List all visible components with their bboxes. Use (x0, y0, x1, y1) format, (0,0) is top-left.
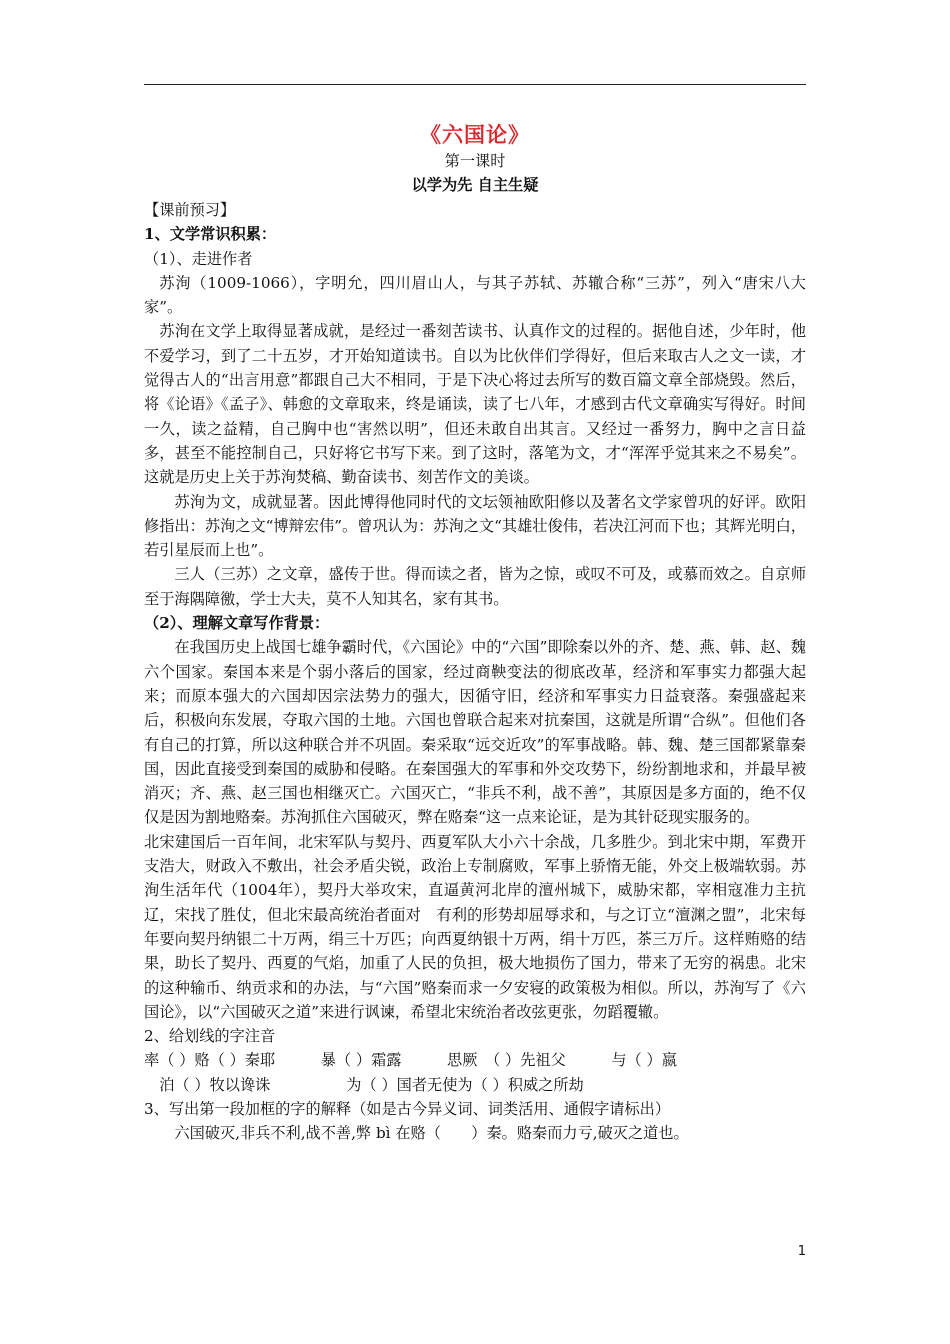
author-paragraph-3: 苏洵为文，成就显著。因此博得他同时代的文坛领袖欧阳修以及著名文学家曾巩的好评。欧阳修指出：苏洵之文“博辩宏伟”。曾巩认为：苏洵之文“其雄壮俊伟，若决江河而下也；其辉光明白，若引星辰而上也”。 (144, 492, 806, 560)
background-paragraph-1: 在我国历史上战国七雄争霸时代，《六国论》中的“六国”即除秦以外的齐、楚、燕、韩、赵、魏六个国家。秦国本来是个弱小落后的国家，经过商鞅变法的彻底改革，经济和军事实力都强大起来；而原本强大的六国却因宗法势力的强大，因循守旧，经济和军事实力日益衰落。秦强盛起来后，积极向东发展，夺取六国的土地。六国也曾联合起来对抗秦国，这就是所谓“合纵”。但他们各有自己的打算，所以这种联合并不巩固。秦采取“远交近攻”的军事战略。韩、魏、楚三国都紧靠秦国，因此直接受到秦国的威胁和侵略。在秦国强大的军事和外交攻势下，纷纷割地求和，并最早被消灭；齐、燕、赵三国也相继灭亡。六国灭亡，“非兵不利，战不善”，其原因是多方面的，绝不仅仅是因为割地赂秦。苏洵抓住六国破灭，弊在赂秦“这一点来论证，是为其针砭现实服务的。 (144, 638, 806, 827)
author-paragraph-4: 三人（三苏）之文章，盛传于世。得而读之者，皆为之惊，或叹不可及，或慕而效之。自京师至于海隅障徼，学士大夫，莫不人知其名，家有其书。 (144, 565, 806, 608)
sentence-part-a: 六国破灭,非兵不利,战不善,弊 bì 在赂（ (174, 1124, 441, 1143)
answer-blank[interactable] (441, 1124, 471, 1142)
motto: 以学为先 自主生疑 (411, 176, 539, 194)
page-number: 1 (797, 1244, 806, 1259)
document-page (144, 120, 806, 1146)
sentence-part-b: ）秦。赂秦而力亏,破灭之道也。 (471, 1124, 689, 1143)
header-rule (144, 84, 806, 85)
section-1-1-heading: （1）、走进作者 (144, 249, 253, 268)
lesson-label: 第一课时 (444, 152, 506, 170)
author-paragraph-1: 苏洵（1009-1066），字明允，四川眉山人，与其子苏轼、苏辙合称“三苏”，列入“唐宋八大家”。 (144, 273, 806, 317)
background-paragraph-2: 北宋建国后一百年间，北宋军队与契丹、西夏军队大小六十余战，几多胜少。到北宋中期，军费开支浩大，财政入不敷出，社会矛盾尖锐，政治上专制腐败，军事上骄惰无能，外交上极端软弱。苏洵生活年代（1004年），契丹大举攻宋，直逼黄河北岸的澶州城下，威胁宋都，宰相寇准力主抗辽，宋找了胜仗，但北宋最高统治者面对 有利的形势却屈辱求和，与之订立“澶渊之盟”，北宋每年要向契丹纳银二十万两，绢三十万匹；向西夏纳银十万两，绢十万匹，茶三万斤。这样贿赂的结果，助长了契丹、西夏的气焰，加重了人民的负担，极大地损伤了国力，带来了无穷的祸患。北宋的这种输币、纳贡求和的办法，与“六国”赂秦而求一夕安寝的政策极为相似。所以，苏洵写了《六国论》，以“六国破灭之道”来进行讽谏，希望北宋统治者改弦更张，勿蹈覆辙。 (144, 832, 806, 1021)
section-3-sentence (144, 1121, 806, 1145)
section-2-heading: 2、给划线的字注音 (144, 1027, 276, 1046)
section-3-heading: 3、写出第一段加框的字的解释（如是古今异义词、词类活用、通假字请标出） (144, 1099, 671, 1118)
pinyin-row-1: 率（ ）赂（ ）秦耶 暴（ ）霜露 思厥 （ ）先祖父 与（ ）嬴 (144, 1051, 677, 1070)
section-1-2-heading: （2）、理解文章写作背景： (144, 614, 330, 633)
section-1-heading: 1、文学常识积累： (144, 225, 277, 244)
pinyin-row-2: 泊（ ）牧以谗诛 为（ ）国者无使为（ ）积威之所劫 (144, 1075, 584, 1094)
document-title: 《六国论》 (420, 122, 530, 147)
preview-label: 【课前预习】 (144, 201, 236, 219)
author-paragraph-2: 苏洵在文学上取得显著成就，是经过一番刻苦读书、认真作文的过程的。据他自述，少年时，他不爱学习，到了二十五岁，才开始知道读书。自以为比伙伴们学得好，但后来取古人之文一读，才觉得古人的“出言用意”都跟自己大不相同，于是下决心将过去所写的数百篇文章全部烧毁。然后，将《论语》《孟子》、韩愈的文章取来，终是诵读，读了七八年，才感到古代文章确实写得好。时间一久，读之益精，自己胸中也“害然以明”，但还未敢自出其言。又经过一番努力，胸中之言日益多，甚至不能控制自己，只好将它书写下来。到了这时，落笔为文，才“浑浑乎觉其来之不易矣”。这就是历史上关于苏洵焚稿、勤奋读书、刻苦作文的美谈。 (144, 322, 806, 487)
